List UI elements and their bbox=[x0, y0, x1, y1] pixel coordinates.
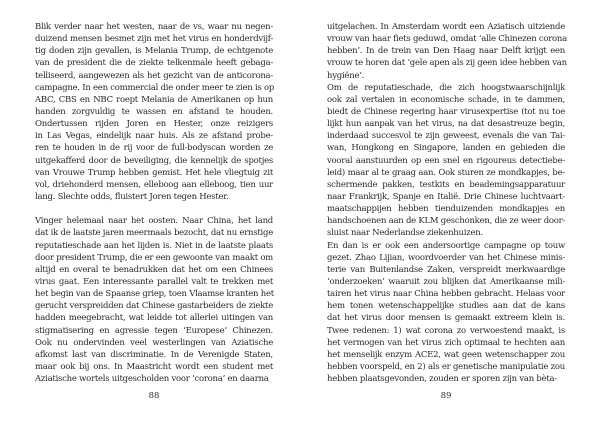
text-line: Ook nu ondervinden veel westerlingen van Aziatische bbox=[35, 337, 273, 348]
text-line: sluist naar Nederlandse ziekenhuizen. bbox=[327, 228, 483, 239]
text-line: lang. Slechte odds, fluistert Joren tegen Hester. bbox=[35, 191, 229, 202]
right-page-number: 89 bbox=[440, 391, 452, 401]
text-line: stigmatisering en agressie tegen ‘Europese’ Chinezen. bbox=[35, 325, 273, 336]
text-line: gerucht verspreidden dat Chinese gastarbeiders de ziekte bbox=[35, 301, 273, 312]
text-line: tairen het virus naar China hebben gebracht. Helaas voor bbox=[327, 289, 565, 300]
text-line: Om de reputatieschade, die zich hoogstwaarschijnlijk bbox=[327, 82, 565, 93]
text-line: vrouw te horen dat ‘gele apen als zij geen idee hebben van bbox=[327, 58, 567, 69]
text-line: En dan is er ook een andersoortige campagne op touw bbox=[327, 240, 565, 251]
text-line: Ondertussen rijden Joren en Hester, onze reizigers bbox=[35, 119, 273, 130]
text-line: terie van Buitenlandse Zaken, verspreidt merkwaardige bbox=[327, 264, 565, 275]
text-line: telliseerd, aangewezen als het gezicht van de anticorona- bbox=[35, 70, 273, 81]
text-line: Twee redenen: 1) wat corona zo verwoestend maakt, is bbox=[327, 325, 565, 336]
text-line: het begin van de Spaanse griep, toen Vlaamse kranten het bbox=[35, 289, 274, 300]
text-line: biedt de Chinese regering haar virusexpertise (tot nu toe bbox=[327, 106, 565, 117]
text-line: dat ik de laatste jaren meermaals bezocht, dat nu ernstige bbox=[35, 228, 273, 239]
text-line: vooral aanstuurden op een snel en rigoureus detectiebe- bbox=[327, 155, 565, 166]
text-line: ren te houden in de rij voor de full-bodyscan worden ze bbox=[35, 143, 273, 154]
text-line: duizend mensen besmet zijn met het virus en honderdvijf- bbox=[35, 34, 273, 45]
text-line: ABC, CBS en NBC roept Melania de Amerikanen op hun bbox=[35, 94, 273, 105]
text-line: altijd en overal te benadrukken dat het om een Chinees bbox=[35, 264, 273, 275]
text-line: campagne. In een commercial die onder meer te zien is op bbox=[35, 82, 275, 93]
text-line: ook zal vertalen in economische schade, in te dammen, bbox=[327, 94, 565, 105]
text-line: hebben plaatsgevonden, zouden er sporen zijn van bèta- bbox=[327, 374, 557, 385]
text-line: maar ook bij ons. In Maastricht wordt een student met bbox=[35, 361, 273, 372]
text-line: hem tonen wetenschappelijke studies aan dat de kans bbox=[327, 301, 565, 312]
text-line: handen zorgvuldig te wassen en afstand te houden. bbox=[35, 106, 273, 117]
text-line: door president Trump, die er een gewoonte van maakt om bbox=[35, 252, 273, 263]
text-line: maatschappijen hebben tienduizenden mondkapjes en bbox=[327, 204, 565, 215]
text-line: het menselijk enzym ACE2, wat geen wetenschapper zou bbox=[327, 349, 565, 360]
text-line: van de president die de ziekte telkenmale heeft gebaga- bbox=[35, 58, 273, 69]
left-page-number: 88 bbox=[148, 391, 160, 401]
left-page-text bbox=[35, 21, 273, 385]
text-line: naar Frankrijk, Spanje en Italië. Drie Chinese luchtvaart- bbox=[327, 191, 565, 202]
text-line: uitgelachen. In Amsterdam wordt een Aziatisch uitziende bbox=[327, 22, 565, 32]
text-line: Blik verder naar het westen, naar de vs, waar nu negen- bbox=[35, 22, 273, 32]
text-line: virus gaat. Een interessante parallel valt te trekken met bbox=[35, 276, 273, 287]
text-line: ‘onderzoeken’ waaruit zou blijken dat Amerikaanse mili- bbox=[327, 276, 565, 287]
text-line: Vinger helemaal naar het oosten. Naar China, het land bbox=[35, 216, 273, 227]
text-line: hebben voorspeld, en 2) als er genetische manipulatie zou bbox=[327, 361, 565, 372]
text-line: handschoenen aan de KLM geschonken, die ze weer door- bbox=[327, 216, 566, 227]
text-line: leid) maar al te graag aan. Ook sturen ze mondkapjes, be- bbox=[327, 167, 565, 178]
text-line: afkomst last van discriminatie. In de Verenigde Staten, bbox=[35, 349, 273, 360]
text-line: hadden meegebracht, wat leidde tot allerlei uitingen van bbox=[35, 313, 273, 324]
text-line: Aziatische wortels uitgescholden voor ‘corona’ en daarna bbox=[35, 374, 269, 385]
text-line: wan, Hongkong en Singapore, landen en gebieden die bbox=[327, 143, 565, 154]
text-line: lijkt hun aanpak van het virus, na dat desastreuze begin, bbox=[327, 119, 565, 130]
text-line: schermende pakken, testkits en beademingsapparatuur bbox=[327, 179, 565, 190]
text-line: tig doden zijn gevallen, is Melania Trump, de echtgenote bbox=[35, 46, 273, 57]
text-line: van Vrouwe Trump hebben gemist. Het hele vliegtuig zit bbox=[35, 167, 273, 178]
text-line: het vermogen van het virus zich optimaal te hechten aan bbox=[327, 337, 565, 348]
right-page-text bbox=[327, 21, 565, 385]
text-line: vol, driehonderd mensen, elleboog aan elleboog, tien uur bbox=[35, 179, 273, 190]
text-line: hebben’. In de trein van Den Haag naar Delft krijgt een bbox=[327, 46, 565, 57]
text-line: gezet. Zhao Lijian, woordvoerder van het Chinese minis- bbox=[327, 252, 565, 263]
text-line: in Las Vegas, eindelijk naar huis. Als ze afstand probe- bbox=[35, 131, 273, 142]
text-line: hygiëne’. bbox=[327, 70, 365, 81]
text-line: inderdaad succesvol te zijn geweest, evenals die van Tai- bbox=[327, 131, 565, 142]
text-line: vrouw van haar fiets geduwd, omdat ‘alle Chinezen corona bbox=[327, 34, 567, 45]
text-line: reputatieschade aan het lijden is. Niet in de laatste plaats bbox=[35, 240, 273, 251]
text-line: dat het virus door mensen is gemaakt extreem klein is. bbox=[327, 313, 565, 324]
text-line: uitgekafferd door de beveiliging, die kennelijk de spotjes bbox=[35, 155, 273, 166]
right-page bbox=[300, 0, 600, 432]
paragraph-break bbox=[35, 203, 273, 215]
